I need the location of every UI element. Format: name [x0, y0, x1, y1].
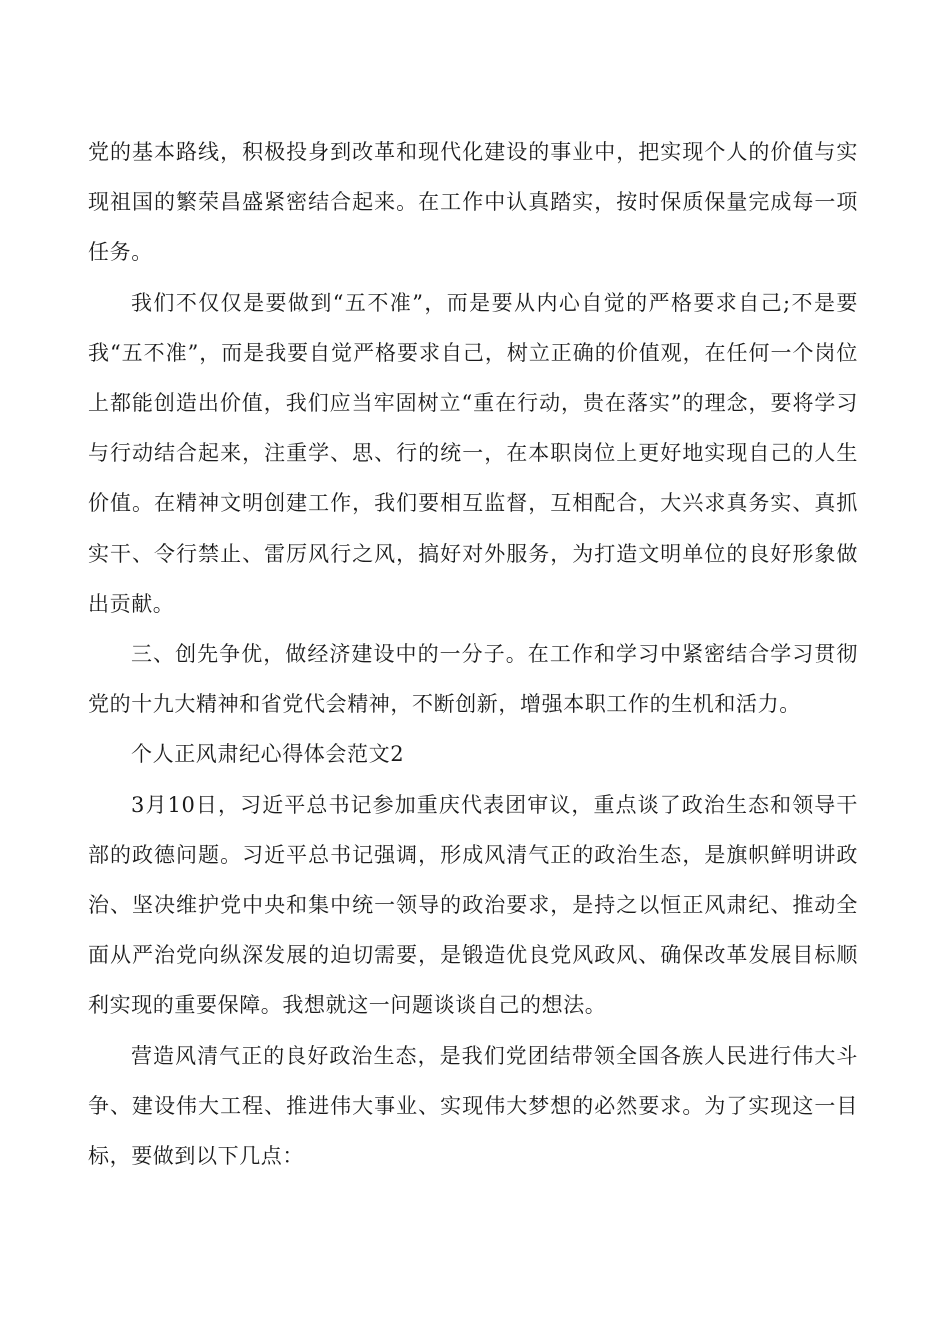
paragraph-five-rules: 我们不仅仅是要做到“五不准”，而是要从内心自觉的严格要求自己;不是要我“五不准”，而是我要自觉严格要求自己，树立正确的价值观，在任何一个岗位上都能创造出价值，我们应当牢固树立“重在行动，贵在落实”的理念，要将学习与行动结合起来，注重学、思、行的统一，在本职岗位上更好地实现自己的人生价值。在精神文明创建工作，我们要相互监督，互相配合，大兴求真务实、真抓实干、令行禁止、雷厉风行之风，搞好对外服务，为打造文明单位的良好形象做出贡献。	[88, 290, 858, 616]
paragraph-political-ecology: 营造风清气正的良好政治生态，是我们党团结带领全国各族人民进行伟大斗争、建设伟大工程、推进伟大事业、实现伟大梦想的必然要求。为了实现这一目标，要做到以下几点：	[88, 1043, 858, 1169]
paragraph-point-three: 三、创先争优，做经济建设中的一分子。在工作和学习中紧密结合学习贯彻党的十九大精神和省党代会精神，不断创新，增强本职工作的生机和活力。	[88, 642, 858, 717]
document-page	[88, 127, 858, 1181]
paragraph-march-10: 3月10日，习近平总书记参加重庆代表团审议，重点谈了政治生态和领导干部的政德问题。习近平总书记强调，形成风清气正的政治生态，是旗帜鲜明讲政治、坚决维护党中央和集中统一领导的政治要求，是持之以恒正风肃纪、推动全面从严治党向纵深发展的迫切需要，是锻造优良党风政风、确保改革发展目标顺利实现的重要保障。我想就这一问题谈谈自己的想法。	[88, 792, 858, 1018]
paragraph-continuation: 党的基本路线，积极投身到改革和现代化建设的事业中，把实现个人的价值与实现祖国的繁荣昌盛紧密结合起来。在工作中认真踏实，按时保质保量完成每一项任务。	[88, 140, 858, 265]
section-heading: 个人正风肃纪心得体会范文2	[131, 742, 405, 767]
